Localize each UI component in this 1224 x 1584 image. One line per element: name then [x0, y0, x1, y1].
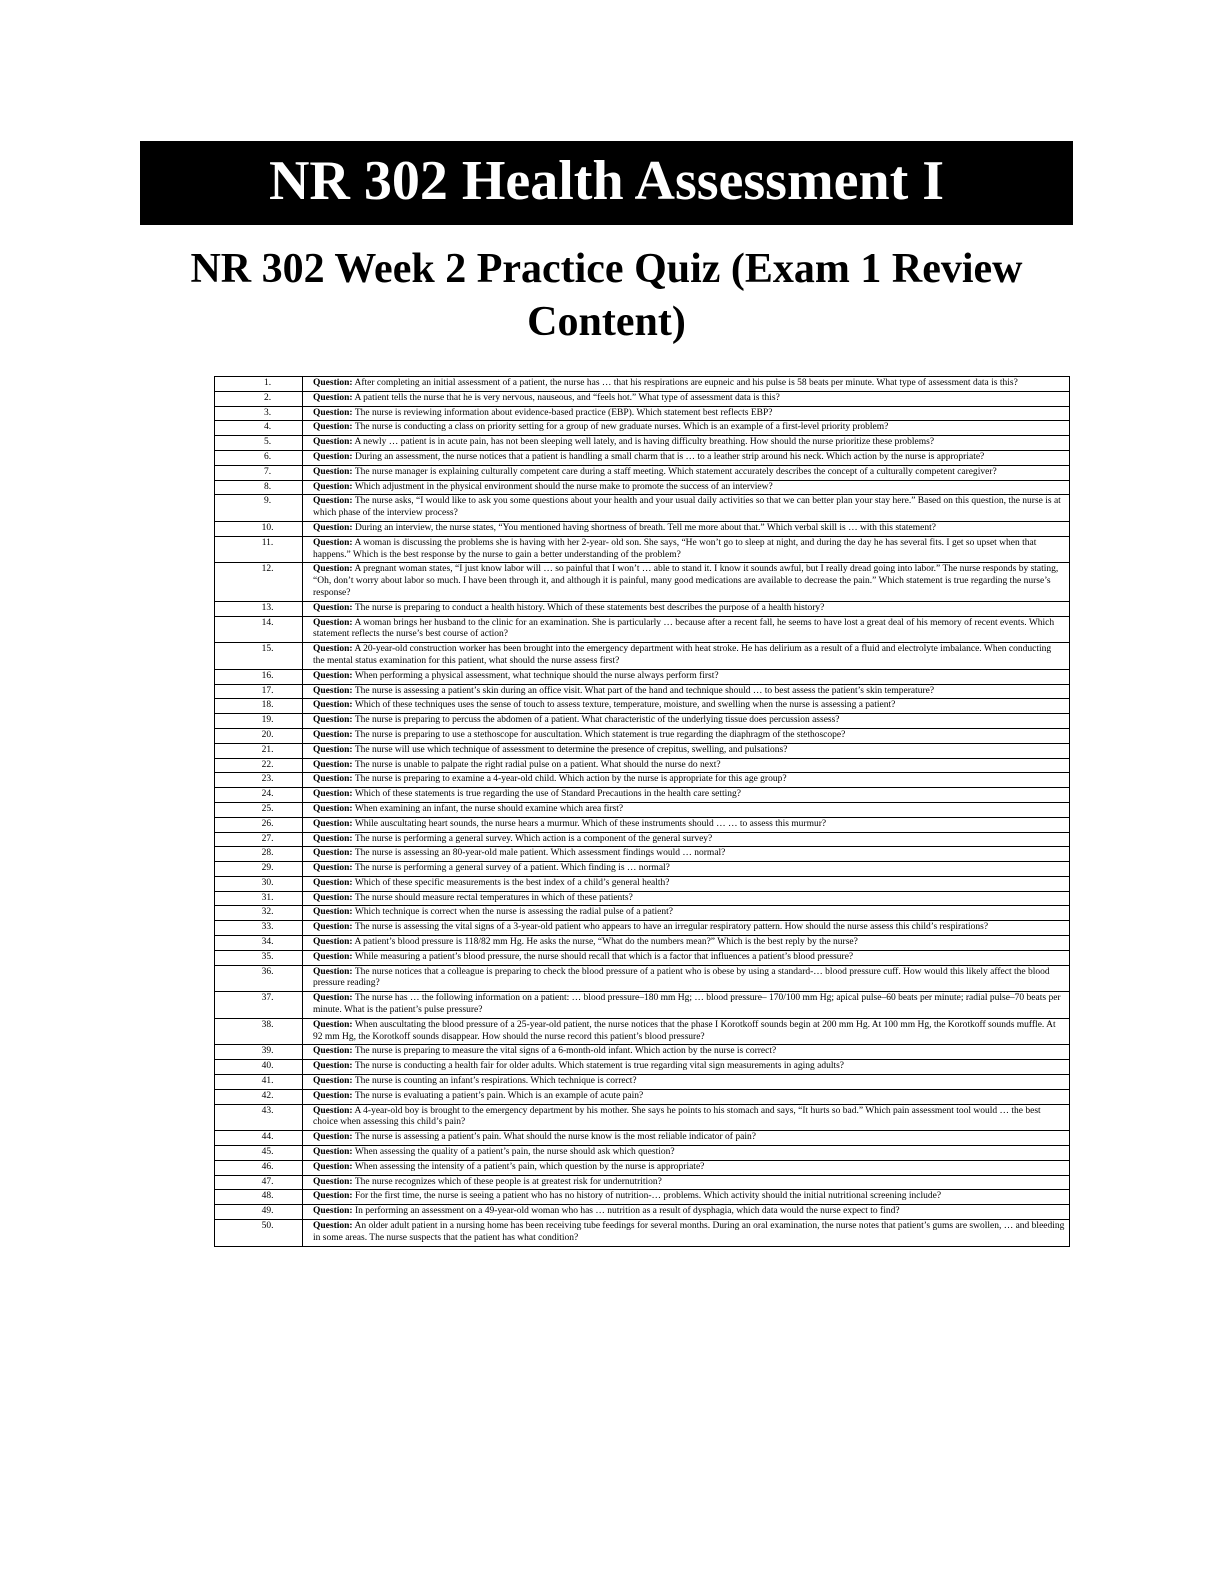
- question-number: 1.: [215, 377, 303, 392]
- question-cell: [303, 536, 1070, 563]
- question-cell: [303, 862, 1070, 877]
- question-number: 31.: [215, 891, 303, 906]
- question-number: 24.: [215, 788, 303, 803]
- question-number: 2.: [215, 391, 303, 406]
- question-label: Question:: [313, 803, 353, 814]
- question-text: An older adult patient in a nursing home has been receiving tube feedings for several months. During an oral examination, the nurse notes that patient’s gums are swollen, … and bleeding in some areas. The nurse suspects that the patient has what condition?: [313, 1221, 1065, 1243]
- question-number: 43.: [215, 1104, 303, 1131]
- question-number: 14.: [215, 616, 303, 643]
- question-cell: [303, 450, 1070, 465]
- question-label: Question:: [313, 759, 353, 770]
- question-label: Question:: [313, 617, 353, 628]
- question-number: 7.: [215, 465, 303, 480]
- question-row: [215, 699, 1070, 714]
- question-label: Question:: [313, 700, 353, 711]
- question-cell: [303, 906, 1070, 921]
- question-cell: [303, 601, 1070, 616]
- question-label: Question:: [313, 1046, 353, 1057]
- question-number: 23.: [215, 773, 303, 788]
- question-cell: [303, 1018, 1070, 1045]
- question-text: Which of these statements is true regarding the use of Standard Precautions in the health care setting?: [354, 789, 742, 800]
- question-number: 16.: [215, 669, 303, 684]
- question-cell: [303, 1060, 1070, 1075]
- question-row: [215, 1104, 1070, 1131]
- question-label: Question:: [313, 644, 353, 655]
- question-row: [215, 891, 1070, 906]
- question-label: Question:: [313, 833, 353, 844]
- question-label: Question:: [313, 537, 353, 548]
- question-cell: [303, 1146, 1070, 1161]
- question-number: 39.: [215, 1045, 303, 1060]
- question-number: 49.: [215, 1205, 303, 1220]
- question-number: 33.: [215, 921, 303, 936]
- question-cell: [303, 1075, 1070, 1090]
- question-cell: [303, 832, 1070, 847]
- question-row: [215, 936, 1070, 951]
- question-row: [215, 788, 1070, 803]
- question-label: Question:: [313, 715, 353, 726]
- question-label: Question:: [313, 848, 353, 859]
- question-text: The nurse is assessing a patient’s skin during an office visit. What part of the hand and technique should … to best assess the patient’s skin temperature?: [354, 685, 935, 696]
- question-label: Question:: [313, 922, 353, 933]
- question-cell: [303, 377, 1070, 392]
- question-row: [215, 832, 1070, 847]
- question-text: While measuring a patient’s blood pressure, the nurse should recall that which is a factor that influences a patient’s blood pressure?: [354, 951, 854, 962]
- question-text: The nurse is performing a general survey. Which action is a component of the general survey?: [354, 833, 713, 844]
- question-label: Question:: [313, 744, 353, 755]
- question-number: 27.: [215, 832, 303, 847]
- question-label: Question:: [313, 1105, 353, 1116]
- question-label: Question:: [313, 602, 353, 613]
- question-number: 11.: [215, 536, 303, 563]
- question-row: [215, 1205, 1070, 1220]
- question-row: [215, 601, 1070, 616]
- question-row: [215, 1045, 1070, 1060]
- question-cell: [303, 891, 1070, 906]
- question-text: After completing an initial assessment of a patient, the nurse has … that his respirations are eupneic and his pulse is 58 beats per minute. What type of assessment data is this?: [354, 378, 1018, 388]
- question-row: [215, 714, 1070, 729]
- question-number: 6.: [215, 450, 303, 465]
- question-text: The nurse should measure rectal temperatures in which of these patients?: [354, 892, 633, 903]
- question-row: [215, 450, 1070, 465]
- question-text: A pregnant woman states, “I just know labor will … so painful that I won’t … able to stand it. I know it sounds awful, but I really dread going into labor.” The nurse responds by stating, “Oh, don’t worry about labor so much. I have been through it, and although it is painful, many good medications are available to decrease the pain.” Which statement is true regarding the nurse’s response?: [313, 564, 1059, 598]
- question-row: [215, 773, 1070, 788]
- question-number: 28.: [215, 847, 303, 862]
- question-text: While auscultating heart sounds, the nurse hears a murmur. Which of these instruments should … … to assess this murmur?: [354, 818, 827, 829]
- question-number: 46.: [215, 1160, 303, 1175]
- question-cell: [303, 495, 1070, 522]
- question-cell: [303, 728, 1070, 743]
- question-label: Question:: [313, 774, 353, 785]
- question-cell: [303, 758, 1070, 773]
- question-text: The nurse recognizes which of these people is at greatest risk for undernutrition?: [354, 1176, 662, 1187]
- question-cell: [303, 643, 1070, 670]
- question-table: [214, 376, 1070, 1247]
- question-label: Question:: [313, 1076, 353, 1087]
- question-text: The nurse is preparing to conduct a health history. Which of these statements best describes the purpose of a health history?: [354, 602, 825, 613]
- question-text: The nurse will use which technique of assessment to determine the presence of crepitus, swelling, and pulsations?: [354, 744, 788, 755]
- question-label: Question:: [313, 1191, 353, 1202]
- question-row: [215, 1131, 1070, 1146]
- question-label: Question:: [313, 451, 353, 462]
- question-number: 44.: [215, 1131, 303, 1146]
- question-number: 32.: [215, 906, 303, 921]
- question-row: [215, 906, 1070, 921]
- question-number: 5.: [215, 436, 303, 451]
- question-text: The nurse has … the following information on a patient: … blood pressure–180 mm Hg; … blood pressure– 170/100 mm Hg; apical pulse–60 beats per minute; radial pulse–70 beats per minute. What is the patient’s pulse pressure?: [313, 993, 1061, 1016]
- question-text: A patient tells the nurse that he is very nervous, nauseous, and “feels hot.” What type of assessment data is this?: [354, 392, 780, 403]
- question-row: [215, 391, 1070, 406]
- question-row: [215, 965, 1070, 992]
- question-cell: [303, 1160, 1070, 1175]
- question-text: A 4-year-old boy is brought to the emergency department by his mother. She says he points to his stomach and says, “It hurts so bad.” Which pain assessment tool would … the best choice when assessing this child’s pain?: [313, 1105, 1041, 1128]
- question-text: When auscultating the blood pressure of a 25-year-old patient, the nurse notices that the phase I Korotkoff sounds begin at 200 mm Hg. At 100 mm Hg, the Korotkoff sounds muffle. At 92 mm Hg, the Korotkoff sounds disappear. How should the nurse record this patient’s blood pressure?: [313, 1019, 1056, 1042]
- question-text: For the first time, the nurse is seeing a patient who has no history of nutrition-… problems. Which activity should the initial nutritional screening include?: [354, 1191, 942, 1202]
- question-label: Question:: [313, 1132, 353, 1143]
- question-row: [215, 802, 1070, 817]
- question-row: [215, 950, 1070, 965]
- question-row: [215, 743, 1070, 758]
- question-number: 12.: [215, 563, 303, 601]
- question-text: A 20-year-old construction worker has been brought into the emergency department with heat stroke. He has delirium as a result of a fluid and electrolyte imbalance. When conducting the mental status examination for this patient, what should the nurse assess first?: [313, 644, 1052, 666]
- question-text: Which technique is correct when the nurse is assessing the radial pulse of a patient?: [354, 907, 673, 918]
- question-number: 17.: [215, 684, 303, 699]
- question-text: When assessing the quality of a patient’s pain, the nurse should ask which question?: [354, 1147, 675, 1158]
- question-number: 8.: [215, 480, 303, 495]
- question-cell: [303, 1175, 1070, 1190]
- question-number: 30.: [215, 876, 303, 891]
- question-number: 19.: [215, 714, 303, 729]
- document-subtitle: NR 302 Week 2 Practice Quiz (Exam 1 Review Content): [190, 246, 1023, 345]
- question-number: 50.: [215, 1220, 303, 1247]
- question-cell: [303, 817, 1070, 832]
- question-number: 13.: [215, 601, 303, 616]
- question-cell: [303, 992, 1070, 1019]
- question-number: 20.: [215, 728, 303, 743]
- question-label: Question:: [313, 789, 353, 800]
- question-number: 40.: [215, 1060, 303, 1075]
- question-cell: [303, 521, 1070, 536]
- question-label: Question:: [313, 892, 353, 903]
- question-label: Question:: [313, 863, 353, 874]
- question-row: [215, 1075, 1070, 1090]
- question-row: [215, 684, 1070, 699]
- question-row: [215, 1220, 1070, 1247]
- question-text: In performing an assessment on a 49-year-old woman who has … nutrition as a result of dysphagia, which data would the nurse expect to find?: [354, 1206, 900, 1217]
- question-row: [215, 1175, 1070, 1190]
- question-number: 25.: [215, 802, 303, 817]
- question-number: 21.: [215, 743, 303, 758]
- question-cell: [303, 876, 1070, 891]
- question-number: 37.: [215, 992, 303, 1019]
- question-label: Question:: [313, 1019, 353, 1030]
- question-cell: [303, 1205, 1070, 1220]
- question-cell: [303, 950, 1070, 965]
- question-label: Question:: [313, 907, 353, 918]
- question-label: Question:: [313, 1176, 353, 1187]
- question-label: Question:: [313, 1147, 353, 1158]
- question-text: The nurse is preparing to percuss the abdomen of a patient. What characteristic of the underlying tissue does percussion assess?: [354, 715, 840, 726]
- question-cell: [303, 1089, 1070, 1104]
- question-number: 47.: [215, 1175, 303, 1190]
- question-label: Question:: [313, 1061, 353, 1072]
- question-text: The nurse is preparing to use a stethoscope for auscultation. Which statement is true regarding the diaphragm of the stethoscope?: [354, 729, 846, 740]
- question-row: [215, 480, 1070, 495]
- question-text: A woman is discussing the problems she is having with her 2-year- old son. She says, “He won’t go to sleep at night, and during the day he has several fits. I get so upset when that happens.” Which is the best response by the nurse to gain a better understanding of the problem?: [313, 537, 1037, 560]
- question-number: 10.: [215, 521, 303, 536]
- question-row: [215, 377, 1070, 392]
- question-cell: [303, 406, 1070, 421]
- question-cell: [303, 421, 1070, 436]
- question-row: [215, 436, 1070, 451]
- question-row: [215, 921, 1070, 936]
- question-text: The nurse asks, “I would like to ask you some questions about your health and your usual daily activities so that we can better plan your stay here.” Based on this question, the nurse is at which phase of the interview process?: [313, 496, 1061, 519]
- question-number: 45.: [215, 1146, 303, 1161]
- question-text: The nurse notices that a colleague is preparing to check the blood pressure of a patient who is obese by using a standard-… blood pressure cuff. How would this likely affect the blood pressure reading?: [313, 966, 1050, 989]
- question-label: Question:: [313, 466, 353, 477]
- question-row: [215, 1190, 1070, 1205]
- question-label: Question:: [313, 422, 353, 433]
- question-number: 9.: [215, 495, 303, 522]
- question-cell: [303, 921, 1070, 936]
- question-label: Question:: [313, 522, 353, 533]
- question-cell: [303, 743, 1070, 758]
- question-label: Question:: [313, 966, 353, 977]
- question-cell: [303, 465, 1070, 480]
- question-text: A newly … patient is in acute pain, has not been sleeping well lately, and is having difficulty breathing. How should the nurse prioritize these problems?: [354, 437, 935, 448]
- question-row: [215, 643, 1070, 670]
- question-label: Question:: [313, 564, 353, 575]
- question-label: Question:: [313, 993, 353, 1004]
- question-number: 18.: [215, 699, 303, 714]
- question-text: When performing a physical assessment, what technique should the nurse always perform first?: [354, 670, 719, 681]
- question-label: Question:: [313, 1090, 353, 1101]
- question-cell: [303, 684, 1070, 699]
- question-label: Question:: [313, 437, 353, 448]
- question-row: [215, 1160, 1070, 1175]
- question-text: The nurse manager is explaining culturally competent care during a staff meeting. Which statement accurately describes the concept of a culturally competent caregiver?: [354, 466, 997, 477]
- question-cell: [303, 1104, 1070, 1131]
- question-number: 26.: [215, 817, 303, 832]
- question-row: [215, 847, 1070, 862]
- question-row: [215, 1060, 1070, 1075]
- question-cell: [303, 669, 1070, 684]
- question-cell: [303, 1045, 1070, 1060]
- question-text: The nurse is performing a general survey of a patient. Which finding is … normal?: [354, 863, 670, 874]
- question-row: [215, 421, 1070, 436]
- question-text: The nurse is counting an infant’s respirations. Which technique is correct?: [354, 1076, 637, 1087]
- question-row: [215, 406, 1070, 421]
- question-row: [215, 817, 1070, 832]
- question-cell: [303, 436, 1070, 451]
- question-text: Which of these techniques uses the sense of touch to assess texture, temperature, moisture, and swelling when the nurse is assessing a patient?: [354, 700, 896, 711]
- question-row: [215, 563, 1070, 601]
- question-label: Question:: [313, 937, 353, 948]
- question-cell: [303, 1190, 1070, 1205]
- question-text: During an assessment, the nurse notices that a patient is handling a small charm that is … to a leather strip around his neck. Which action by the nurse is appropriate?: [354, 451, 985, 462]
- question-row: [215, 1089, 1070, 1104]
- question-row: [215, 1018, 1070, 1045]
- question-cell: [303, 714, 1070, 729]
- question-text: The nurse is evaluating a patient’s pain. Which is an example of acute pain?: [354, 1090, 644, 1101]
- question-text: The nurse is preparing to measure the vital signs of a 6-month-old infant. Which action by the nurse is correct?: [354, 1046, 777, 1057]
- question-row: [215, 495, 1070, 522]
- question-number: 35.: [215, 950, 303, 965]
- question-label: Question:: [313, 481, 353, 492]
- question-cell: [303, 699, 1070, 714]
- question-number: 38.: [215, 1018, 303, 1045]
- question-cell: [303, 936, 1070, 951]
- question-text: During an interview, the nurse states, “You mentioned having shortness of breath. Tell me more about that.” Which verbal skill is … with this statement?: [354, 522, 936, 533]
- question-row: [215, 669, 1070, 684]
- question-cell: [303, 391, 1070, 406]
- course-title-banner: NR 302 Health Assessment I: [140, 141, 1073, 225]
- question-text: A woman brings her husband to the clinic for an examination. She is particularly … because after a recent fall, he seems to have lost a great deal of his memory of recent events. Which statement reflects the nurse’s best course of action?: [313, 617, 1055, 640]
- question-text: Which of these specific measurements is the best index of a child’s general health?: [354, 877, 670, 888]
- question-label: Question:: [313, 877, 353, 888]
- question-label: Question:: [313, 496, 353, 507]
- question-cell: [303, 788, 1070, 803]
- question-text: The nurse is assessing an 80-year-old male patient. Which assessment findings would … normal?: [354, 848, 726, 859]
- question-row: [215, 465, 1070, 480]
- question-label: Question:: [313, 407, 353, 418]
- question-row: [215, 536, 1070, 563]
- question-label: Question:: [313, 1206, 353, 1217]
- question-row: [215, 862, 1070, 877]
- question-row: [215, 728, 1070, 743]
- question-row: [215, 1146, 1070, 1161]
- question-cell: [303, 802, 1070, 817]
- question-row: [215, 521, 1070, 536]
- question-text: A patient’s blood pressure is 118/82 mm Hg. He asks the nurse, “What do the numbers mean?” Which is the best reply by the nurse?: [354, 937, 858, 948]
- question-text: The nurse is preparing to examine a 4-year-old child. Which action by the nurse is appropriate for this age group?: [354, 774, 787, 785]
- question-text: The nurse is conducting a health fair for older adults. Which statement is true regarding vital sign measurements in aging adults?: [354, 1061, 845, 1072]
- question-text: When examining an infant, the nurse should examine which area first?: [354, 803, 624, 814]
- question-number: 36.: [215, 965, 303, 992]
- question-row: [215, 758, 1070, 773]
- question-number: 41.: [215, 1075, 303, 1090]
- question-cell: [303, 480, 1070, 495]
- question-text: Which adjustment in the physical environment should the nurse make to promote the success of an interview?: [354, 481, 773, 492]
- question-label: Question:: [313, 1221, 353, 1232]
- question-number: 22.: [215, 758, 303, 773]
- question-cell: [303, 773, 1070, 788]
- question-text: The nurse is assessing the vital signs of a 3-year-old patient who appears to have an irregular respiratory pattern. How should the nurse assess this child’s respirations?: [354, 922, 989, 933]
- question-cell: [303, 616, 1070, 643]
- question-text: The nurse is unable to palpate the right radial pulse on a patient. What should the nurse do next?: [354, 759, 721, 770]
- question-number: 4.: [215, 421, 303, 436]
- question-number: 48.: [215, 1190, 303, 1205]
- question-table-body: [215, 377, 1070, 1247]
- question-label: Question:: [313, 378, 353, 388]
- question-text: The nurse is assessing a patient’s pain. What should the nurse know is the most reliable indicator of pain?: [354, 1132, 756, 1143]
- question-text: The nurse is conducting a class on priority setting for a group of new graduate nurses. Which is an example of a first-level priority problem?: [354, 422, 889, 433]
- question-label: Question:: [313, 729, 353, 740]
- question-cell: [303, 1131, 1070, 1146]
- question-label: Question:: [313, 670, 353, 681]
- question-label: Question:: [313, 951, 353, 962]
- question-text: The nurse is reviewing information about evidence-based practice (EBP). Which statement best reflects EBP?: [354, 407, 773, 418]
- question-number: 42.: [215, 1089, 303, 1104]
- question-number: 3.: [215, 406, 303, 421]
- question-number: 15.: [215, 643, 303, 670]
- question-number: 29.: [215, 862, 303, 877]
- question-label: Question:: [313, 818, 353, 829]
- question-number: 34.: [215, 936, 303, 951]
- question-row: [215, 876, 1070, 891]
- question-text: When assessing the intensity of a patient’s pain, which question by the nurse is appropriate?: [354, 1161, 705, 1172]
- question-label: Question:: [313, 392, 353, 403]
- question-cell: [303, 563, 1070, 601]
- question-cell: [303, 965, 1070, 992]
- question-label: Question:: [313, 685, 353, 696]
- question-cell: [303, 1220, 1070, 1247]
- question-label: Question:: [313, 1161, 353, 1172]
- question-row: [215, 992, 1070, 1019]
- question-row: [215, 616, 1070, 643]
- question-cell: [303, 847, 1070, 862]
